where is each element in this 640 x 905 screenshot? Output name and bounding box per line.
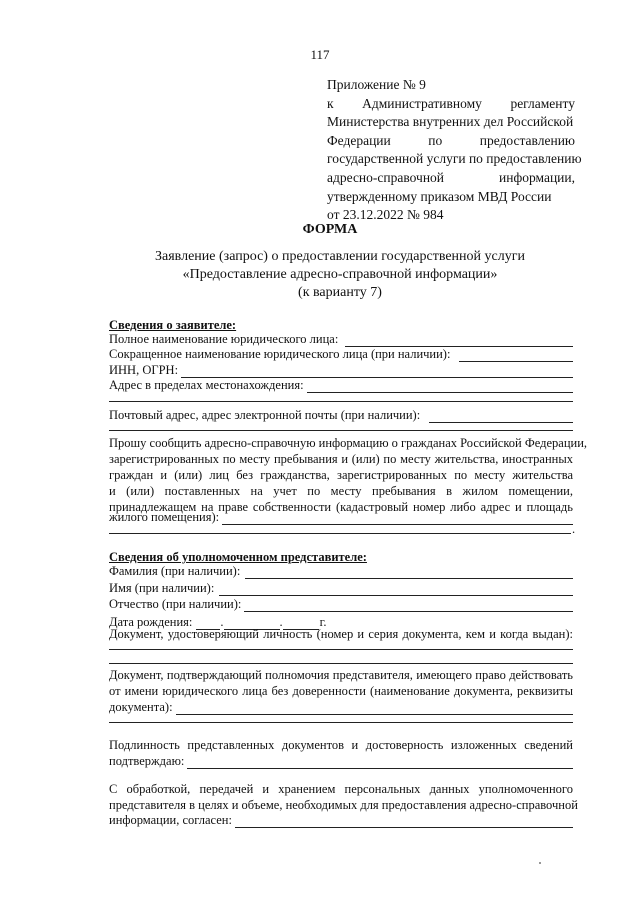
surname-label: Фамилия (при наличии): — [109, 564, 241, 578]
request-line: Прошу сообщить адресно-справочную информацию о гражданах Российской Федерации, — [109, 436, 588, 450]
authority-extra-line[interactable] — [109, 722, 573, 723]
birth-date-sep: . — [279, 615, 283, 629]
inn-field[interactable] — [109, 362, 573, 378]
applicant-heading: Сведения о заявителе: — [109, 318, 237, 332]
appendix-line: адресно-справочной информации, — [327, 169, 575, 185]
premises-input-line[interactable] — [222, 512, 573, 525]
premises-end-mark: . — [572, 522, 576, 536]
premises-field[interactable] — [109, 509, 573, 525]
confirm-input-line[interactable] — [187, 756, 573, 769]
request-line: граждан и (или) лиц без гражданства, зарегистрированных по месту жительства — [109, 468, 573, 482]
authority-line: от имени юридического лица без доверенности (наименование документа, реквизиты — [109, 684, 573, 698]
id-doc-paragraph — [109, 626, 573, 642]
authority-input-line[interactable] — [176, 702, 573, 715]
form-heading: ФОРМА — [302, 222, 358, 237]
address-input-line[interactable] — [307, 380, 573, 393]
short-name-field[interactable] — [109, 346, 573, 362]
surname-field[interactable] — [109, 563, 573, 579]
full-name-label: Полное наименование юридического лица: — [109, 332, 339, 346]
patronymic-field[interactable] — [109, 596, 573, 612]
appendix-line: государственной услуги по предоставлению — [327, 151, 582, 167]
authority-paragraph — [109, 667, 573, 699]
consent-paragraph — [109, 781, 578, 813]
appendix-line: от 23.12.2022 № 984 — [327, 207, 444, 223]
birth-date-sep: . — [220, 615, 224, 629]
appendix-line: утвержденному приказом МВД России — [327, 188, 552, 204]
appendix-line: Федерации по предоставлению — [327, 132, 575, 148]
surname-input-line[interactable] — [245, 566, 573, 579]
birth-date-label: Дата рождения: — [109, 615, 193, 629]
authority-line: Документ, подтверждающий полномочия представителя, имеющего право действовать — [109, 668, 573, 682]
short-name-input-line[interactable] — [459, 349, 573, 362]
consent-field[interactable] — [109, 812, 573, 828]
confirm-line: Подлинность представленных документов и достоверность изложенных сведений — [109, 738, 573, 752]
appendix-line: Министерства внутренних дел Российской — [327, 114, 574, 130]
consent-line: С обработкой, передачей и хранением персональных данных уполномоченного — [109, 782, 573, 796]
appendix-title: Приложение № 9 — [327, 77, 426, 92]
confirm-field[interactable] — [109, 753, 573, 769]
inn-label: ИНН, ОГРН: — [109, 363, 179, 377]
confirm-paragraph — [109, 737, 573, 753]
id-doc-input-line[interactable] — [109, 649, 573, 650]
birth-year-suffix: г. — [319, 615, 327, 629]
name-label: Имя (при наличии): — [109, 581, 215, 595]
request-line: зарегистрированных по месту пребывания и (или) по месту жительства, иностранных — [109, 452, 573, 466]
patronymic-input-line[interactable] — [244, 599, 573, 612]
consent-line: представителя в целях и объеме, необходимых для предоставления адресно-справочной — [109, 798, 578, 812]
consent-input-line[interactable] — [235, 815, 573, 828]
request-line: и (или) поставленных на учет по месту пребывания в жилом помещении, — [109, 484, 573, 498]
name-input-line[interactable] — [219, 583, 573, 596]
postal-extra-line[interactable] — [109, 430, 573, 431]
document-title — [0, 248, 640, 302]
page-number: 117 — [310, 47, 330, 62]
title-line: (к варианту 7) — [298, 285, 382, 300]
appendix-header — [327, 76, 582, 225]
title-line: «Предоставление адресно-справочной информации» — [182, 267, 498, 282]
address-extra-line[interactable] — [109, 401, 573, 402]
address-label: Адрес в пределах местонахождения: — [109, 378, 304, 392]
representative-heading: Сведения об уполномоченном представителе: — [109, 550, 367, 564]
postal-input-line[interactable] — [429, 410, 573, 423]
address-field[interactable] — [109, 377, 573, 393]
full-name-field[interactable] — [109, 331, 573, 347]
authority-doc-label: документа): — [109, 700, 173, 714]
name-field[interactable] — [109, 580, 573, 596]
appendix-line: к Административному регламенту — [327, 95, 575, 111]
postal-field[interactable] — [109, 407, 573, 423]
premises-extra-line[interactable] — [109, 533, 571, 534]
id-doc-input-line-2[interactable] — [109, 663, 573, 664]
patronymic-label: Отчество (при наличии): — [109, 597, 242, 611]
short-name-label: Сокращенное наименование юридического лица (при наличии): — [109, 347, 451, 361]
premises-label: жилого помещения): — [109, 510, 220, 524]
postal-label: Почтовый адрес, адрес электронной почты (при наличии): — [109, 408, 421, 422]
title-line: Заявление (запрос) о предоставлении государственной услуги — [155, 249, 525, 264]
authority-field[interactable] — [109, 699, 573, 715]
consent-label: информации, согласен: — [109, 813, 232, 827]
scan-speck — [539, 862, 541, 864]
request-line: принадлежащем на праве собственности (кадастровый номер либо адрес и площадь — [109, 500, 573, 514]
request-paragraph — [109, 435, 588, 515]
id-doc-label: Документ, удостоверяющий личность (номер и серия документа, кем и когда выдан): — [109, 627, 573, 641]
confirm-label: подтверждаю: — [109, 754, 185, 768]
